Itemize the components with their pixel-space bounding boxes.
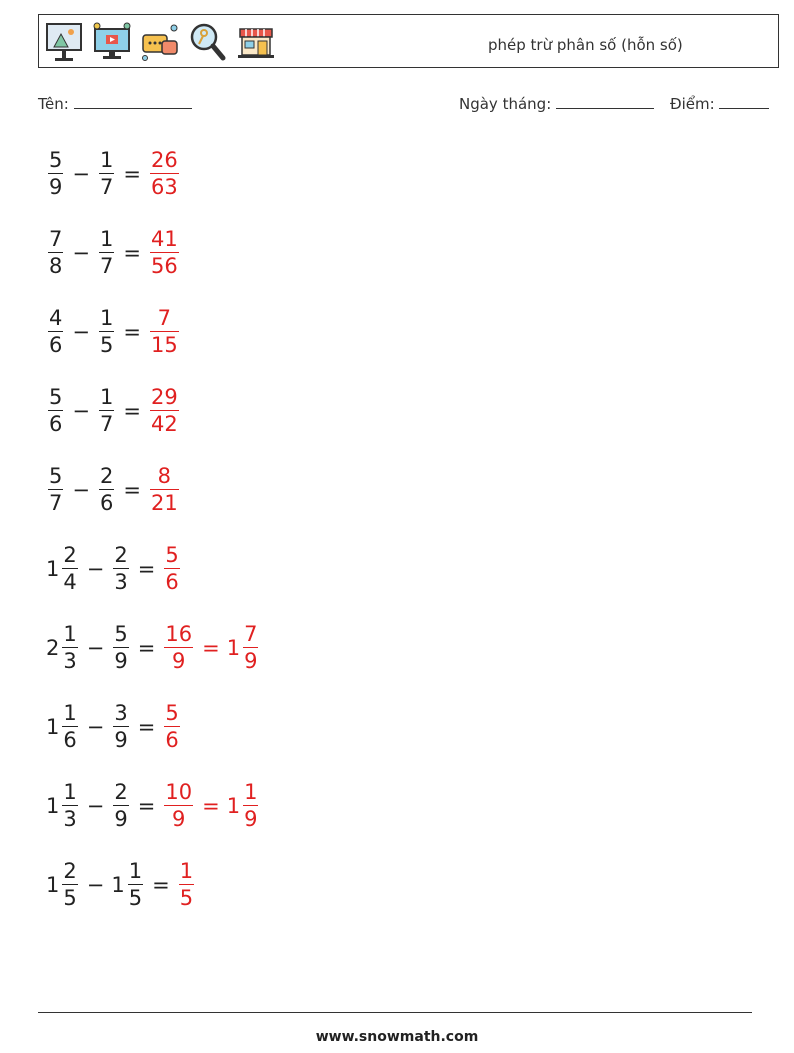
- answer-fraction: [164, 782, 193, 830]
- problem-row: [46, 300, 181, 364]
- minuend-denominator: 7: [49, 491, 63, 515]
- minuend-term: [46, 782, 80, 830]
- subtrahend-fraction: [99, 229, 114, 277]
- minus-sign: −: [86, 636, 105, 660]
- minuend-numerator: 5: [49, 385, 63, 409]
- header-icons: [44, 20, 276, 64]
- minuend-whole: 1: [46, 715, 60, 739]
- answer-denominator: 63: [150, 175, 178, 199]
- worksheet-header: [38, 14, 779, 68]
- minuend-numerator: 7: [49, 227, 63, 251]
- minuend-denominator: 8: [49, 254, 63, 278]
- minuend-numerator: 1: [63, 780, 77, 804]
- name-label: Tên:: [38, 95, 69, 113]
- answer-fraction: [150, 229, 179, 277]
- subtrahend-term: [97, 387, 116, 435]
- minuend-denominator: 3: [63, 649, 77, 673]
- answer-term: [148, 308, 181, 356]
- answer-mixed-fraction: [243, 782, 258, 830]
- answer-numerator: 5: [165, 701, 179, 725]
- equals-sign: =: [137, 557, 156, 581]
- answer: [162, 545, 181, 593]
- equals-sign: =: [137, 636, 156, 660]
- subtrahend-denominator: 5: [128, 886, 143, 910]
- subtrahend-denominator: 5: [99, 333, 114, 357]
- subtrahend-fraction: [99, 308, 114, 356]
- answer-numerator: 8: [157, 464, 172, 488]
- minuend-term: [46, 624, 80, 672]
- problem-row: [46, 379, 181, 443]
- minuend-numerator: 5: [49, 464, 63, 488]
- minuend-whole: 1: [46, 873, 60, 897]
- answer-numerator: 1: [179, 859, 194, 883]
- answer-denominator: 42: [150, 412, 178, 436]
- equals-sign: =: [123, 478, 141, 502]
- answer-term: [148, 229, 181, 277]
- subtrahend-numerator: 5: [114, 622, 128, 646]
- subtrahend-numerator: 2: [114, 780, 128, 804]
- answer-term: [162, 703, 181, 751]
- date-field: [459, 95, 654, 113]
- answer-denominator: 9: [164, 805, 193, 830]
- subtrahend-fraction: [99, 387, 114, 435]
- minuend-fraction: [48, 229, 63, 277]
- answer-fraction: [150, 387, 179, 435]
- answer-numerator: 5: [165, 543, 179, 567]
- minuend-term: [46, 229, 65, 277]
- minuend-fraction: [48, 466, 63, 514]
- answer-mixed-term: [227, 624, 261, 672]
- name-blank[interactable]: [74, 95, 192, 109]
- problem-row: [46, 616, 260, 680]
- answer-term: [162, 545, 181, 593]
- answer-fraction: [150, 308, 179, 356]
- problem-row: [46, 221, 181, 285]
- minus-sign: −: [72, 320, 90, 344]
- answer: [148, 229, 181, 277]
- subtrahend-numerator: 2: [114, 543, 128, 567]
- answer-mixed-numerator: 7: [244, 622, 258, 646]
- minuend-denominator: 6: [63, 728, 77, 752]
- equals-sign: =: [137, 794, 156, 818]
- minus-sign: −: [86, 557, 105, 581]
- answer-term: [148, 387, 181, 435]
- subtrahend-numerator: 1: [128, 859, 143, 883]
- answer-mixed-denominator: 9: [244, 649, 258, 673]
- answer-numerator: 41: [150, 227, 178, 251]
- minuend-term: [46, 861, 80, 909]
- subtrahend-denominator: 9: [114, 728, 128, 752]
- storefront-icon: [236, 21, 276, 63]
- equals-sign: =: [123, 162, 141, 186]
- minus-sign: −: [72, 162, 90, 186]
- subtrahend-numerator: 1: [99, 385, 114, 409]
- answer-mixed-numerator: 1: [244, 780, 258, 804]
- minuend-fraction: [48, 308, 63, 356]
- answer-denominator: 6: [165, 570, 179, 594]
- subtrahend-whole: 1: [111, 873, 125, 897]
- problem-row: [46, 458, 181, 522]
- minuend-term: [46, 466, 65, 514]
- subtrahend-denominator: 9: [114, 807, 128, 831]
- minus-sign: −: [72, 241, 90, 265]
- minuend-denominator: 3: [63, 807, 77, 831]
- subtrahend-term: [97, 466, 116, 514]
- equals-sign: =: [123, 399, 141, 423]
- subtrahend-denominator: 9: [114, 649, 128, 673]
- subtrahend-numerator: 1: [99, 306, 114, 330]
- answer-denominator: 6: [165, 728, 179, 752]
- answer-numerator: 26: [150, 148, 178, 172]
- score-field: [670, 95, 769, 113]
- subtrahend-term: [111, 861, 145, 909]
- score-blank[interactable]: [719, 95, 769, 109]
- subtrahend-fraction: [99, 466, 114, 514]
- subtrahend-term: [97, 308, 116, 356]
- minuend-term: [46, 150, 65, 198]
- subtrahend-denominator: 7: [99, 175, 114, 199]
- answer: [162, 782, 260, 830]
- answer-term: [162, 782, 195, 830]
- minuend-denominator: 9: [49, 175, 63, 199]
- answer-numerator: 29: [150, 385, 178, 409]
- subtrahend-term: [97, 229, 116, 277]
- minuend-fraction: [48, 387, 63, 435]
- minuend-denominator: 4: [63, 570, 77, 594]
- problem-row: [46, 142, 181, 206]
- minuend-term: [46, 308, 65, 356]
- minuend-fraction: [62, 624, 77, 672]
- answer: [162, 703, 181, 751]
- answer-denominator: 21: [150, 491, 178, 515]
- minuend-fraction: [48, 150, 63, 198]
- footer-divider: [38, 1012, 752, 1013]
- answer-fraction: [150, 150, 179, 198]
- minus-sign: −: [86, 715, 105, 739]
- subtrahend-fraction: [113, 782, 128, 830]
- minuend-term: [46, 703, 80, 751]
- minuend-numerator: 2: [63, 859, 77, 883]
- answer-equals-sign: =: [202, 794, 220, 818]
- answer-denominator: 5: [179, 886, 194, 910]
- answer-numerator: 7: [157, 306, 172, 330]
- answer-fraction: [164, 545, 179, 593]
- name-field: [38, 95, 192, 113]
- minuend-fraction: [62, 782, 77, 830]
- presentation-board-icon: [44, 21, 84, 63]
- subtrahend-denominator: 3: [114, 570, 128, 594]
- minuend-denominator: 6: [49, 333, 63, 357]
- minuend-whole: 2: [46, 636, 60, 660]
- subtrahend-denominator: 7: [99, 254, 114, 278]
- minuend-numerator: 1: [63, 622, 77, 646]
- minuend-fraction: [62, 703, 77, 751]
- subtrahend-numerator: 1: [99, 148, 114, 172]
- answer-term: [177, 861, 196, 909]
- subtrahend-numerator: 3: [114, 701, 128, 725]
- subtrahend-fraction: [99, 150, 114, 198]
- subtrahend-denominator: 7: [99, 412, 114, 436]
- answer-denominator: 15: [150, 333, 178, 357]
- minus-sign: −: [86, 873, 105, 897]
- answer-fraction: [150, 466, 179, 514]
- monitor-video-icon: [92, 21, 132, 63]
- minuend-term: [46, 545, 80, 593]
- answer-term: [148, 150, 181, 198]
- answer: [148, 387, 181, 435]
- equals-sign: =: [152, 873, 170, 897]
- footer-website: www.snowmath.com: [315, 1029, 479, 1045]
- minus-sign: −: [72, 478, 90, 502]
- answer: [177, 861, 196, 909]
- answer: [148, 308, 181, 356]
- subtrahend-fraction: [113, 545, 128, 593]
- answer-mixed-whole: 1: [226, 794, 241, 818]
- answer-numerator: 16: [165, 622, 193, 646]
- minuend-denominator: 6: [49, 412, 63, 436]
- problem-row: [46, 853, 196, 917]
- minuend-numerator: 5: [49, 148, 63, 172]
- subtrahend-numerator: 2: [99, 464, 114, 488]
- subtrahend-term: [111, 624, 130, 672]
- answer-numerator: 10: [165, 780, 193, 804]
- subtrahend-term: [111, 782, 130, 830]
- answer-mixed-whole: 1: [226, 636, 241, 660]
- minuend-whole: 1: [46, 557, 60, 581]
- answer-fraction: [179, 861, 194, 909]
- score-label: Điểm:: [670, 95, 715, 113]
- minuend-fraction: [62, 545, 77, 593]
- answer-mixed-term: [227, 782, 261, 830]
- minus-sign: −: [86, 794, 105, 818]
- answer-denominator: 9: [164, 647, 193, 672]
- minuend-whole: 1: [46, 794, 60, 818]
- subtrahend-term: [111, 545, 130, 593]
- answer: [148, 150, 181, 198]
- chat-bubbles-icon: [140, 21, 180, 63]
- equals-sign: =: [123, 320, 141, 344]
- answer-denominator: 56: [150, 254, 178, 278]
- minus-sign: −: [72, 399, 90, 423]
- equals-sign: =: [137, 715, 156, 739]
- answer-term: [162, 624, 195, 672]
- subtrahend-fraction: [128, 861, 143, 909]
- equals-sign: =: [123, 241, 141, 265]
- subtrahend-fraction: [113, 703, 128, 751]
- answer: [148, 466, 181, 514]
- date-label: Ngày tháng:: [459, 95, 552, 113]
- minuend-numerator: 4: [49, 306, 63, 330]
- problem-row: [46, 695, 182, 759]
- minuend-numerator: 2: [63, 543, 77, 567]
- answer-mixed-fraction: [243, 624, 258, 672]
- minuend-numerator: 1: [63, 701, 77, 725]
- subtrahend-term: [111, 703, 130, 751]
- answer-fraction: [164, 703, 179, 751]
- problem-row: [46, 537, 182, 601]
- minuend-term: [46, 387, 65, 435]
- date-blank[interactable]: [556, 95, 654, 109]
- problem-row: [46, 774, 260, 838]
- subtrahend-numerator: 1: [99, 227, 114, 251]
- answer-equals-sign: =: [202, 636, 220, 660]
- minuend-fraction: [62, 861, 77, 909]
- answer-mixed-denominator: 9: [244, 807, 258, 831]
- minuend-denominator: 5: [63, 886, 77, 910]
- answer-fraction: [164, 624, 193, 672]
- magnifier-key-icon: [188, 21, 228, 63]
- subtrahend-denominator: 6: [99, 491, 114, 515]
- subtrahend-term: [97, 150, 116, 198]
- answer-term: [148, 466, 181, 514]
- worksheet-title: phép trừ phân số (hỗn số): [488, 36, 683, 54]
- answer: [162, 624, 260, 672]
- subtrahend-fraction: [113, 624, 128, 672]
